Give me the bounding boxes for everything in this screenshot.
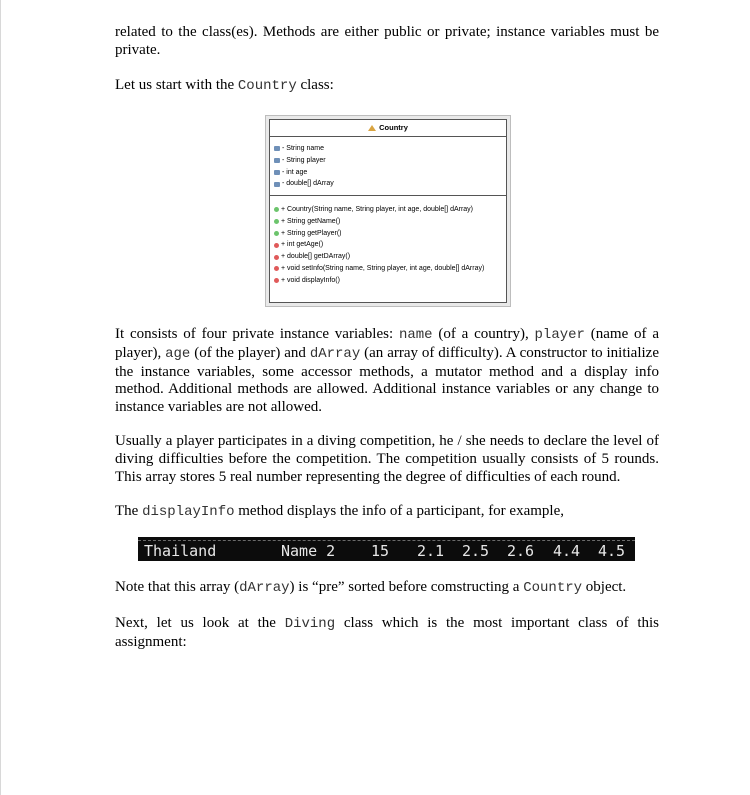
code-age: age [165,345,191,362]
field-icon [274,158,280,163]
code-name: name [398,327,433,343]
public-method-icon [274,266,279,271]
console-player: Name 2 [281,542,336,560]
text-span: (name of a player), [115,326,659,361]
uml-method [274,275,506,287]
text-span: It consists of four private instance variables: [115,326,399,342]
paragraph-instance-variables [115,326,659,417]
uml-method [274,228,506,240]
field-icon [274,170,280,175]
code-country: Country [237,78,297,94]
uml-method-text: + String getName() [281,217,341,225]
uml-method-text: + String getPlayer() [281,229,342,237]
uml-method [274,263,506,275]
uml-attribute-text: - String name [282,145,325,152]
class-icon [368,125,376,131]
code-displayinfo: displayInfo [142,504,235,520]
paragraph-diving-difficulties: Usually a player participates in a diving competition, he / she needs to declare the level of diving difficulties before the competition. The competition usually consists of 5 rounds. This array stores 5 real number representing the degree of difficulties of each round. [115,433,659,485]
paragraph-diving-class [115,615,659,652]
console-difficulty: 4.5 [598,542,626,560]
console-difficulty: 2.5 [462,542,490,560]
uml-attribute [274,178,506,190]
console-difficulty: 2.1 [417,542,445,560]
field-icon [274,182,280,187]
console-difficulty: 4.4 [553,542,581,560]
page-left-border [0,0,1,795]
paragraph-country-intro [115,77,659,96]
console-cutoff-line [138,537,635,541]
text-span: object. [582,579,627,595]
text-span: (of the player) and [190,344,310,361]
uml-attribute-text: - int age [282,168,308,176]
public-method-icon [274,243,279,248]
uml-attribute-text: - double[] dArray [282,180,334,188]
uml-method [274,251,506,263]
text-span: Note that this array ( [115,579,240,595]
text-span: (an array of difficulty). A constructor to initialize the instance variables, some accessor methods, a mutator method and a display info method. Additional methods are allowed. Additional instance variables or any change to instance variables are not allowed. [115,344,659,416]
code-diving: Diving [284,616,336,632]
code-darray: dArray [239,580,290,596]
uml-method [274,204,506,216]
uml-attribute-text: - String player [282,156,326,164]
text-span: class which is the most important class of this assignment: [115,615,660,650]
console-output [138,537,635,561]
console-age: 15 [371,542,390,560]
paragraph-display-info [115,503,659,522]
uml-method [274,216,506,228]
code-darray: dArray [309,345,361,362]
uml-class-title [270,120,506,137]
field-icon [274,146,280,151]
code-player: player [534,327,585,343]
paragraph-sorted-note [115,579,659,598]
public-method-icon [274,255,279,260]
uml-class-diagram [265,115,511,307]
console-country: Thailand [144,542,217,560]
uml-method-text: + void setInfo(String name, String player, int age, double[] dArray) [281,264,485,272]
uml-method-text: + double[] getDArray() [281,253,351,261]
code-country: Country [523,580,583,596]
uml-box [269,119,507,303]
uml-attribute [274,167,506,179]
uml-class-name: Country [379,123,408,132]
public-method-icon [274,219,279,224]
text-span: Let us start with the [115,77,238,93]
text-span: Next, let us look at the [115,615,285,631]
console-difficulty: 2.6 [507,542,535,560]
uml-method [274,239,506,251]
public-method-icon [274,231,279,236]
uml-attribute [274,155,506,167]
text-span: (of a country), [432,326,535,342]
public-method-icon [274,278,279,283]
paragraph-intro: related to the class(es). Methods are either public or private; instance variables must be private. [115,24,659,58]
uml-attribute [274,143,506,155]
uml-method-text: + int getAge() [281,241,324,249]
text-span: method displays the info of a participant, for example, [234,503,564,519]
text-span: ) is “pre” sorted before comstructing a [289,579,524,595]
text-span: The [115,503,143,519]
uml-attributes [270,137,506,196]
uml-method-text: + Country(String name, String player, int age, double[] dArray) [281,206,474,213]
public-method-icon [274,207,279,212]
uml-methods [270,196,506,287]
uml-method-text: + void displayInfo() [281,276,340,284]
text-span: class: [296,77,334,93]
